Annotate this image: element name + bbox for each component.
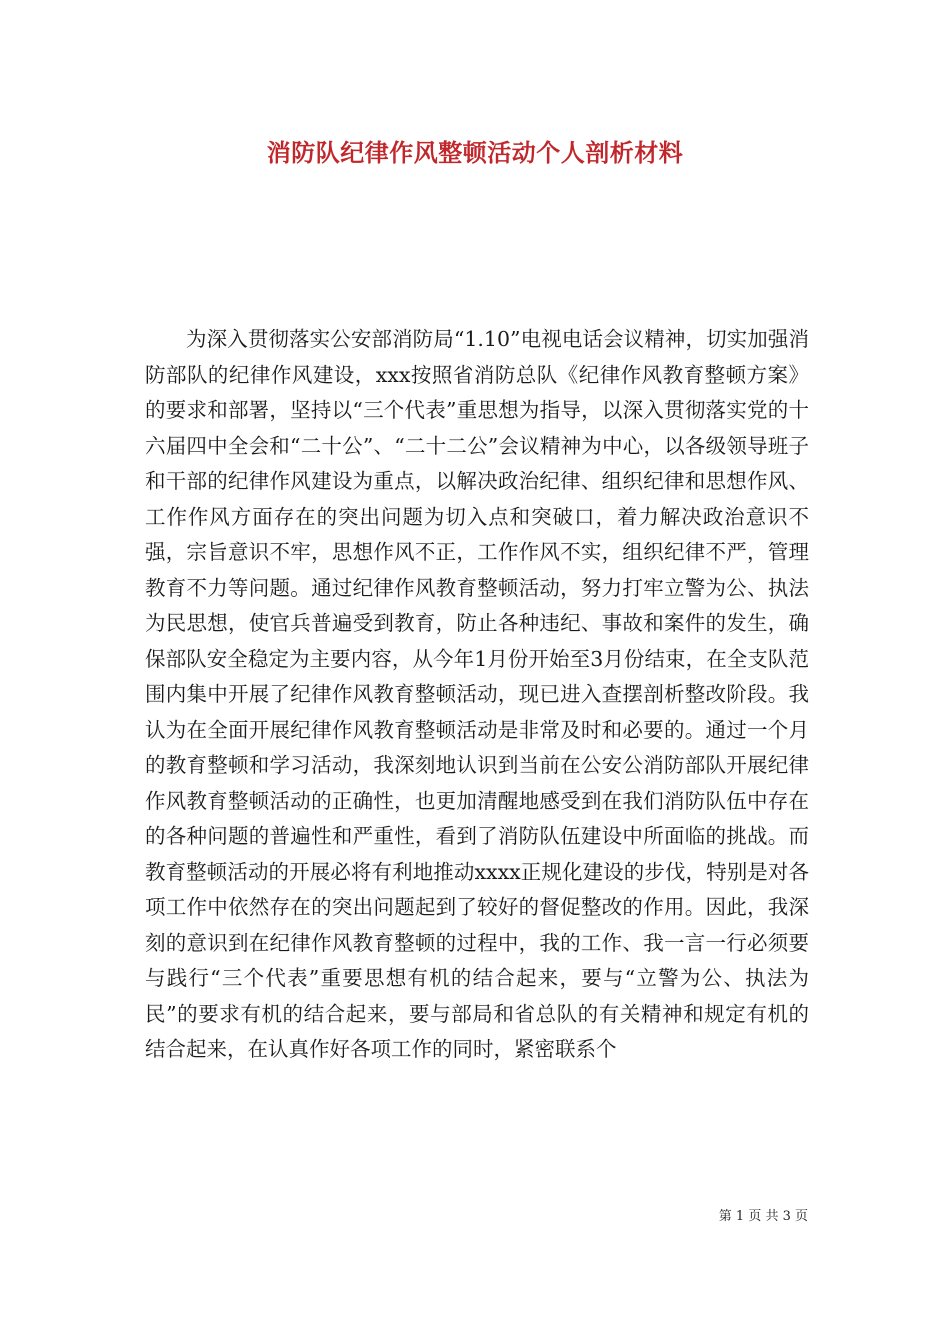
page-number-footer: 第 1 页 共 3 页 [718, 1209, 808, 1224]
document-title: 消防队纪律作风整顿活动个人剖析材料 [266, 138, 684, 167]
body-paragraph: 为深入贯彻落实公安部消防局“1.10”电视电话会议精神，切实加强消防部队的纪律作风建设，xxx按照省消防总队《纪律作风教育整顿方案》的要求和部署，坚持以“三个代表”重思想为指导，以深入贯彻落实党的十六届四中全会和“二十公”、“二十二公”会议精神为中心，以各级领导班子和干部的纪律作风建设为重点，以解决政治纪律、组织纪律和思想作风、工作作风方面存在的突出问题为切入点和突破口，着力解决政治意识不强，宗旨意识不牢，思想作风不正，工作作风不实，组织纪律不严，管理教育不力等问题。通过纪律作风教育整顿活动，努力打牢立警为公、执法为民思想，使官兵普遍受到教育，防止各种违纪、事故和案件的发生，确保部队安全稳定为主要内容，从今年1月份开始至3月份结束，在全支队范围内集中开展了纪律作风教育整顿活动，现已进入查摆剖析整改阶段。我认为在全面开展纪律作风教育整顿活动是非常及时和必要的。通过一个月的教育整顿和学习活动，我深刻地认识到当前在公安公消防部队开展纪律作风教育整顿活动的正确性，也更加清醒地感受到在我们消防队伍中存在的各种问题的普遍性和严重性，看到了消防队伍建设中所面临的挑战。而教育整顿活动的开展必将有利地推动xxxx正规化建设的步伐，特别是对各项工作中依然存在的突出问题起到了较好的督促整改的作用。因此，我深刻的意识到在纪律作风教育整顿的过程中，我的工作、我一言一行必须要与践行“三个代表”重要思想有机的结合起来，要与“立警为公、执法为民”的要求有机的结合起来，要与部局和省总队的有关精神和规定有机的结合起来，在认真作好各项工作的同时，紧密联系个 [145, 327, 809, 1061]
